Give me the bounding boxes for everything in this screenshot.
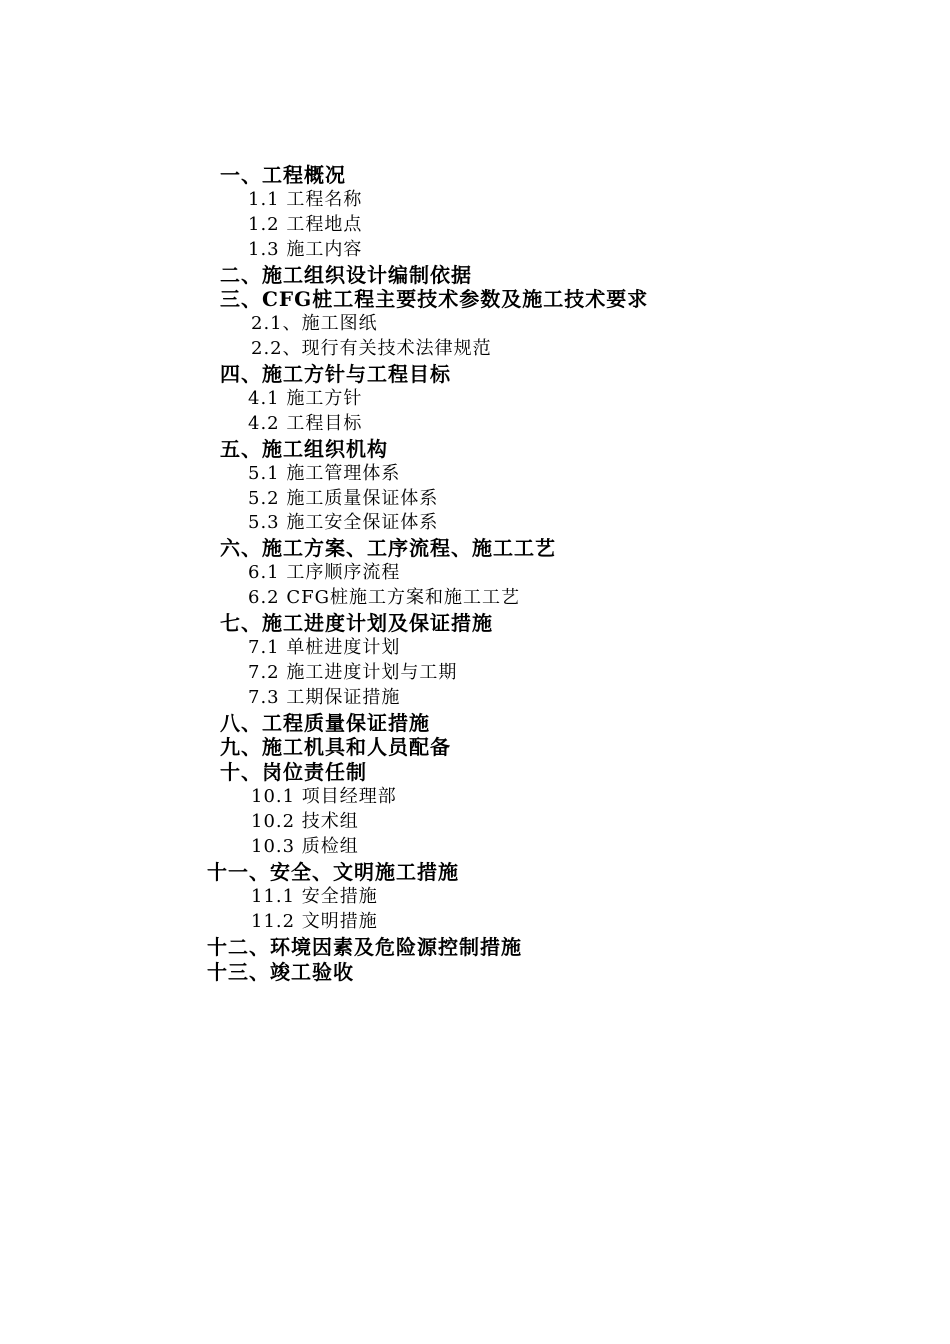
toc-subsection-4-1: 4.1 施工方针 [248,388,363,410]
toc-section-10: 十、岗位责任制 [220,760,367,785]
toc-subsection-5-3: 5.3 施工安全保证体系 [248,512,439,534]
toc-subsection-11-1: 11.1 安全措施 [251,885,378,907]
toc-section-7: 七、施工进度计划及保证措施 [220,611,493,636]
toc-subsection-6-1: 6.1 工序顺序流程 [248,562,401,584]
toc-subsection-5-2: 5.2 施工质量保证体系 [248,487,439,509]
toc-subsection-2-1: 2.1、施工图纸 [251,313,378,335]
toc-section-13: 十三、竣工验收 [207,959,354,984]
toc-section-9: 九、施工机具和人员配备 [220,735,451,760]
toc-subsection-11-2: 11.2 文明措施 [251,910,378,932]
toc-section-6: 六、施工方案、工序流程、施工工艺 [220,536,556,561]
toc-subsection-7-3: 7.3 工期保证措施 [248,686,401,708]
toc-section-2: 二、施工组织设计编制依据 [220,262,472,287]
toc-section-3: 三、CFG桩工程主要技术参数及施工技术要求 [220,287,649,312]
toc-subsection-4-2: 4.2 工程目标 [248,412,363,434]
toc-subsection-7-1: 7.1 单桩进度计划 [248,636,401,658]
toc-section-11: 十一、安全、文明施工措施 [207,859,459,884]
toc-section-4: 四、施工方针与工程目标 [220,362,451,387]
toc-subsection-6-2: 6.2 CFG桩施工方案和施工工艺 [248,587,520,609]
toc-section-8: 八、工程质量保证措施 [220,710,430,735]
table-of-contents [0,163,950,984]
toc-subsection-10-1: 10.1 项目经理部 [251,786,397,808]
toc-subsection-5-1: 5.1 施工管理体系 [248,462,401,484]
toc-subsection-1-2: 1.2 工程地点 [248,213,363,235]
toc-section-12: 十二、环境因素及危险源控制措施 [207,934,522,959]
toc-subsection-7-2: 7.2 施工进度计划与工期 [248,661,458,683]
toc-section-5: 五、施工组织机构 [220,436,388,461]
toc-section-1: 一、工程概况 [220,163,346,187]
toc-subsection-1-1: 1.1 工程名称 [248,188,363,210]
toc-subsection-10-2: 10.2 技术组 [251,811,359,833]
toc-subsection-1-3: 1.3 施工内容 [248,238,363,260]
toc-subsection-2-2: 2.2、现行有关技术法律规范 [251,338,492,360]
toc-subsection-10-3: 10.3 质检组 [251,836,359,858]
